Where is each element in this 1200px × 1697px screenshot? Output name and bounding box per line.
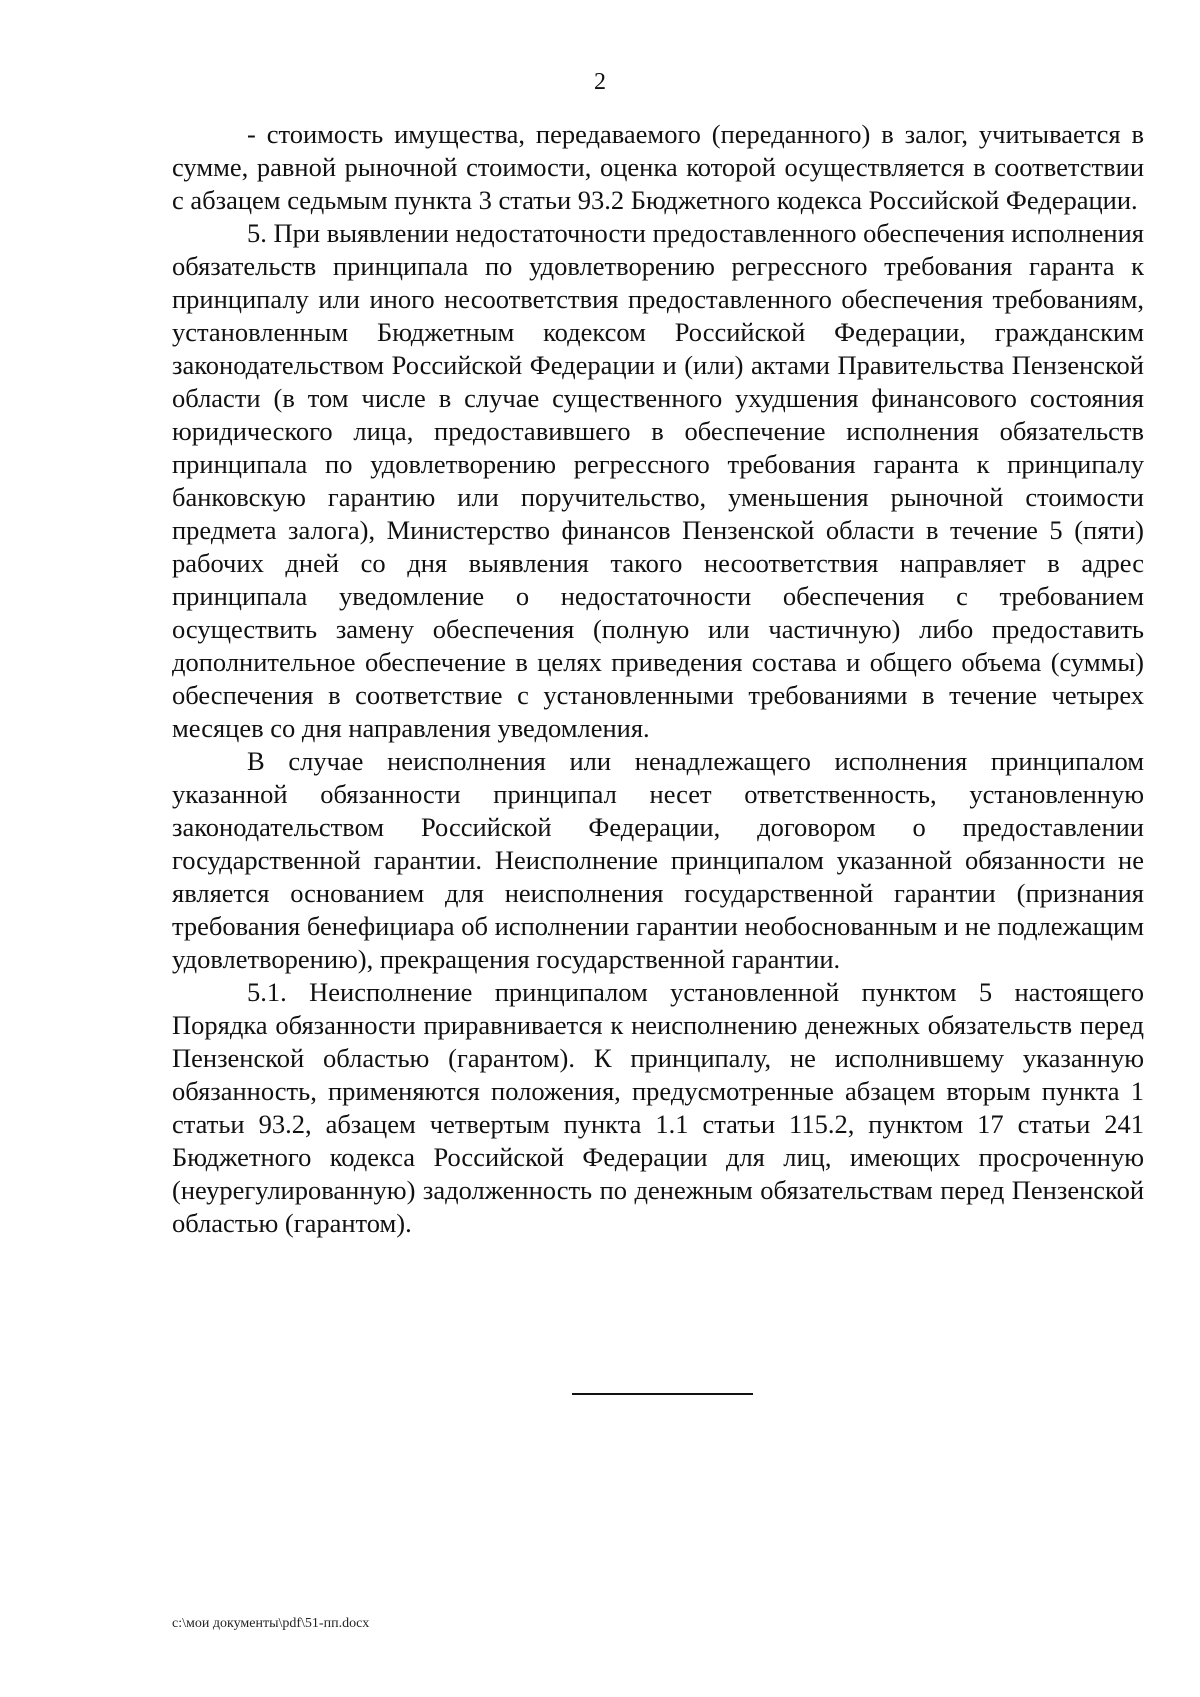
end-separator-line <box>572 1393 753 1395</box>
paragraph-non-fulfillment: В случае неисполнения или ненадлежащего исполнения принципалом указанной обязанности принципал несет ответственность, установленную законодательством Российской Федерации, договором о предоставлении государственной гарантии. Неисполнение принципалом указанной обязанности не является основанием для неисполнения государственной гарантии (признания требования бенефициара об исполнении гарантии необоснованным и не подлежащим удовлетворению), прекращения государственной гарантии. <box>172 746 1144 974</box>
paragraph-item-5: 5. При выявлении недостаточности предоставленного обеспечения исполнения обязательств принципала по удовлетворению регрессного требования гаранта к принципалу или иного несоответствия предоставленного обеспечения требованиям, установленным Бюджетным кодексом Российской Федерации, гражданским законодательством Российской Федерации и (или) актами Правительства Пензенской области (в том числе в случае существенного ухудшения финансового состояния юридического лица, предоставившего в обеспечение исполнения обязательств принципала по удовлетворению регрессного требования гаранта к принципалу банковскую гарантию или поручительство, уменьшения рыночной стоимости предмета залога), Министерство финансов Пензенской области в течение 5 (пяти) рабочих дней со дня выявления такого несоответствия направляет в адрес принципала уведомление о недостаточности обеспечения с требованием осуществить замену обеспечения (полную или частичную) либо предоставить дополнительное обеспечение в целях приведения состава и общего объема (суммы) обеспечения в соответствие с установленными требованиями в течение четырех месяцев со дня направления уведомления. <box>172 218 1144 743</box>
footer-file-path: c:\мои документы\pdf\51-пп.docx <box>172 1616 370 1631</box>
paragraph-collateral-value: - стоимость имущества, передаваемого (переданного) в залог, учитывается в сумме, равной рыночной стоимости, оценка которой осуществляется в соответствии с абзацем седьмым пункта 3 статьи 93.2 Бюджетного кодекса Российской Федерации. <box>172 119 1144 215</box>
paragraph-item-5-1: 5.1. Неисполнение принципалом установленной пунктом 5 настоящего Порядка обязанности приравнивается к неисполнению денежных обязательств перед Пензенской областью (гарантом). К принципалу, не исполнившему указанную обязанность, применяются положения, предусмотренные абзацем вторым пункта 1 статьи 93.2, абзацем четвертым пункта 1.1 статьи 115.2, пунктом 17 статьи 241 Бюджетного кодекса Российской Федерации для лиц, имеющих просроченную (неурегулированную) задолженность по денежным обязательствам перед Пензенской областью (гарантом). <box>172 977 1144 1238</box>
page-number: 2 <box>594 69 606 95</box>
document-body <box>172 118 1144 1240</box>
